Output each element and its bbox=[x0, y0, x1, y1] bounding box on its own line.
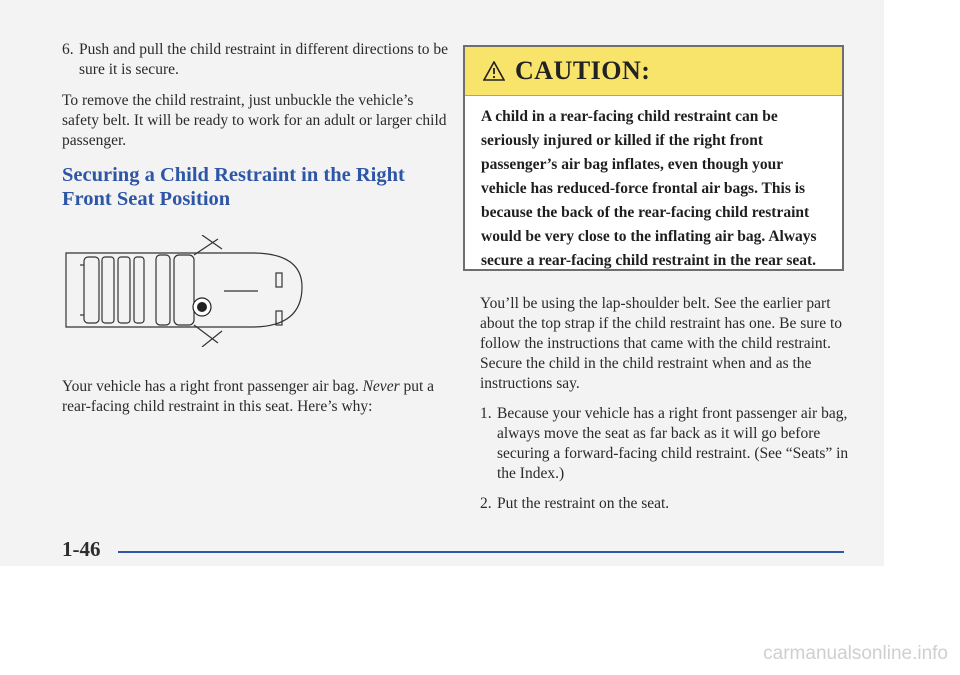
right-column bbox=[480, 294, 852, 514]
step-text: Push and pull the child restraint in different directions to be sure it is secure. bbox=[79, 41, 449, 78]
step-6 bbox=[62, 40, 450, 80]
caution-title: CAUTION: bbox=[515, 56, 651, 85]
page-footer-rule bbox=[118, 551, 844, 553]
remove-restraint-paragraph: To remove the child restraint, just unbuckle the vehicle’s safety belt. It will be ready to work for an adult or larger child passenger. bbox=[62, 92, 447, 149]
lap-shoulder-paragraph: You’ll be using the lap-shoulder belt. See the earlier part about the top strap if the child restraint has one. Be sure to follow the instructions that came with the child restraint. Secure the child in the child restraint when and as the instructions say. bbox=[480, 295, 843, 392]
list-item bbox=[480, 494, 852, 514]
airbag-paragraph bbox=[62, 377, 450, 417]
caution-header bbox=[465, 47, 842, 96]
seat-position-diagram bbox=[62, 235, 450, 347]
vehicle-top-view-icon bbox=[62, 235, 312, 347]
airbag-text-start: Your vehicle has a right front passenger air bag. bbox=[62, 378, 363, 395]
list-text: Put the restraint on the seat. bbox=[497, 495, 670, 512]
never-emphasis: Never bbox=[362, 378, 400, 395]
step-number: 6. bbox=[62, 41, 74, 58]
section-heading: Securing a Child Restraint in the Right Front Seat Position bbox=[62, 164, 405, 210]
caution-text: A child in a rear-facing child restraint can be seriously injured or killed if the right front passenger’s air bag inflates, even though your vehicle has reduced-force frontal air bags. This is because the back of the rear-facing child restraint would be very close to the inflating air bag. Always secure a rear-facing child restraint in the rear seat. bbox=[481, 108, 817, 269]
left-column bbox=[62, 40, 450, 417]
list-number: 1. bbox=[480, 405, 492, 422]
page-number: 1-46 bbox=[62, 537, 101, 561]
airbag-text-end: put a rear-facing child restraint in this seat. Here’s why: bbox=[62, 378, 435, 415]
list-text: Because your vehicle has a right front passenger air bag, always move the seat as far back as it will go before securing a forward-facing child restraint. (See “Seats” in the Index.) bbox=[497, 405, 849, 482]
list-number: 2. bbox=[480, 495, 492, 512]
warning-triangle-icon bbox=[483, 61, 505, 81]
caution-box bbox=[463, 45, 844, 271]
list-item bbox=[480, 404, 852, 484]
watermark: carmanualsonline.info bbox=[763, 643, 948, 664]
